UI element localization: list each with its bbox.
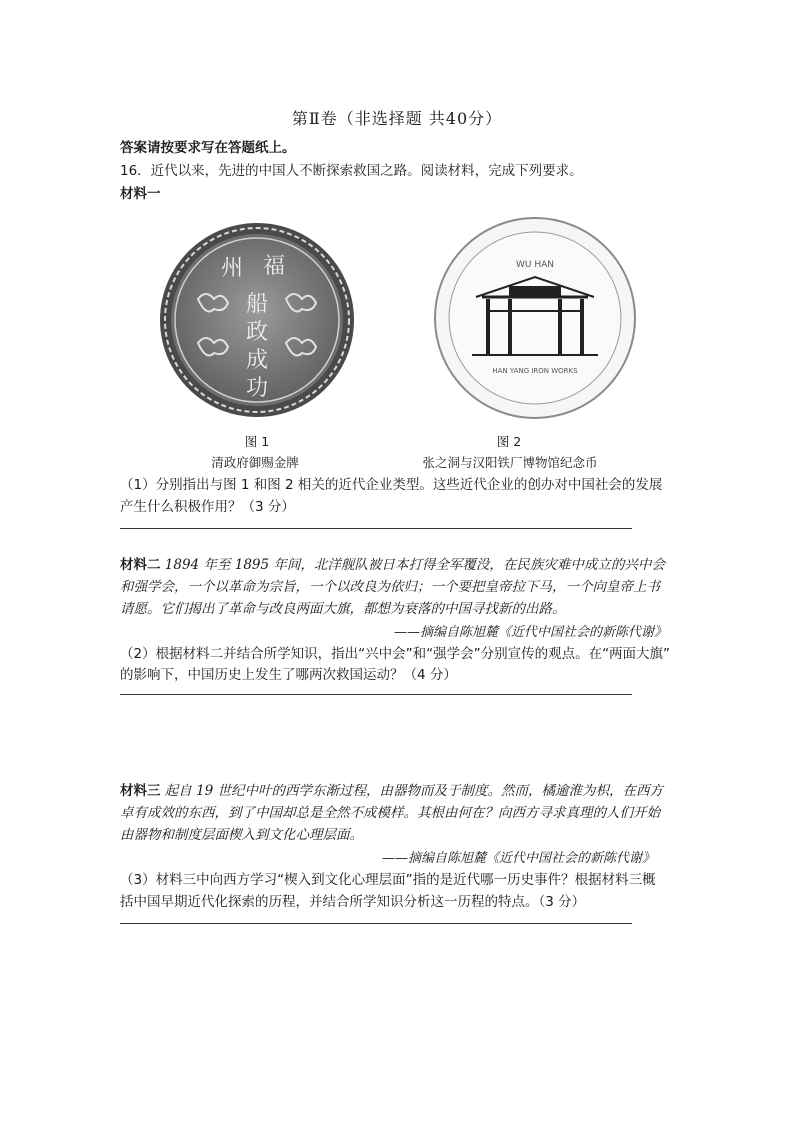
answer-line-2[interactable] [120, 694, 632, 695]
question-1-line-2: 产生什么积极作用？（3 分） [120, 499, 295, 515]
answer-line-3[interactable] [120, 923, 632, 924]
material-2-line-2: 和强学会，一个以革命为宗旨，一个以改良为依归；一个要把皇帝拉下马，一个向皇帝上书 [120, 579, 660, 595]
question-2-line-2: 的影响下，中国历史上发生了哪两次救国运动？（4 分） [120, 667, 457, 683]
coin-top-text: WU HAN [515, 260, 555, 270]
question-1-line-1: （1）分别指出与图 1 和图 2 相关的近代企业类型。这些近代企业的创办对中国社会的发展 [120, 477, 663, 493]
material-2-source: ——摘编自陈旭麓《近代中国社会的新陈代谢》 [394, 625, 668, 640]
figure-2-caption: 张之洞与汉阳铁厂博物馆纪念币 [422, 455, 598, 470]
material-3-label: 材料三 [120, 783, 161, 799]
question-3-line-1: （3）材料三中向西方学习“楔入到文化心理层面”指的是近代哪一历史事件？根据材料三概 [120, 872, 656, 888]
plaque-char-1: 福 [262, 254, 286, 279]
figure-1-label: 图 1 [244, 434, 270, 449]
figure-1-caption: 清政府御赐金牌 [211, 455, 299, 470]
material-1-label: 材料一 [120, 186, 161, 202]
material-2-label: 材料二 [120, 557, 161, 573]
plaque-char-3: 船 [245, 292, 269, 317]
plaque-char-6: 功 [245, 376, 269, 401]
figure-1-gold-plaque-image [158, 221, 356, 419]
material-3-line-3: 由器物和制度层面楔入到文化心理层面。 [120, 827, 363, 843]
question-3-line-2: 括中国早期近代化探索的历程，并结合所学知识分析这一历程的特点。（3 分） [120, 894, 586, 910]
plaque-char-5: 成 [245, 348, 269, 373]
material-3-text [120, 780, 675, 846]
material-3-line-2: 卓有成效的东西，到了中国却总是全然不成模样。其根由何在？向西方寻求真理的人们开始 [120, 805, 660, 821]
figure-2-commemorative-coin-image [432, 215, 638, 421]
material-3-source: ——摘编自陈旭麓《近代中国社会的新陈代谢》 [382, 851, 656, 866]
question-2-line-1: （2）根据材料二并结合所学知识，指出“兴中会”和“强学会”分别宣传的观点。在“两面大旗” [120, 646, 671, 662]
plaque-char-2: 州 [220, 256, 244, 281]
answer-line-1[interactable] [120, 528, 632, 529]
answer-instruction: 答案请按要求写在答题纸上。 [120, 140, 296, 156]
figure-2-label: 图 2 [496, 434, 522, 449]
material-2-line-3: 请愿。它们揭出了革命与改良两面大旗，都想为衰落的中国寻找新的出路。 [120, 601, 566, 617]
material-2-line-1: 1894 年至 1895 年间，北洋舰队被日本打得全军覆没，在民族灾难中成立的兴中会 [160, 557, 665, 573]
question-16-intro: 16．近代以来，先进的中国人不断探索救国之路。阅读材料，完成下列要求。 [120, 163, 583, 179]
plaque-char-4: 政 [245, 320, 269, 345]
material-2-text [120, 554, 675, 620]
coin-bottom-text: HAN YANG IRON WORKS [492, 367, 578, 375]
section-title: 第Ⅱ卷（非选择题 共40分） [291, 109, 503, 128]
material-3-line-1: 起自 19 世纪中叶的西学东渐过程，由器物而及于制度。然而，橘逾淮为枳，在西方 [160, 783, 664, 799]
